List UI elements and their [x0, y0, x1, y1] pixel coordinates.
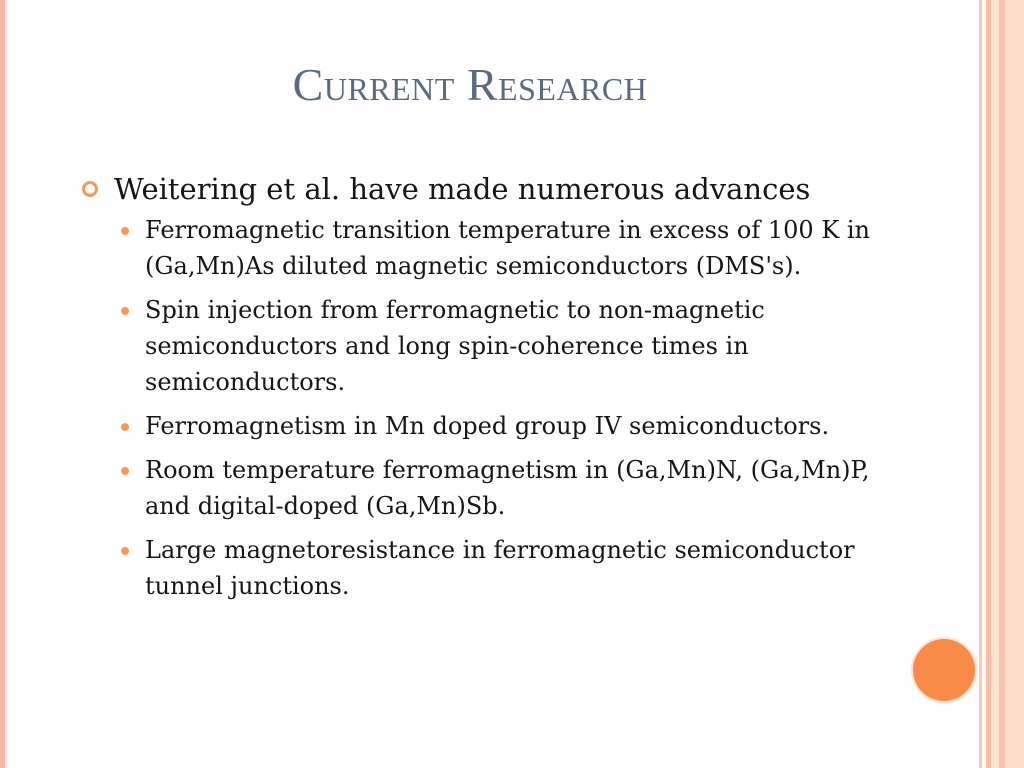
dot-bullet-icon	[121, 307, 129, 315]
sub-bullet-text: Ferromagnetic transition temperature in excess of 100 K in (Ga,Mn)As diluted magnetic semiconductors (DMS's).	[145, 216, 871, 280]
dot-bullet-icon	[121, 467, 129, 475]
main-bullet-text: Weitering et al. have made numerous advances	[114, 172, 811, 206]
dot-bullet-icon	[121, 227, 129, 235]
sub-bullet	[118, 532, 910, 604]
sub-bullet-text: Ferromagnetism in Mn doped group IV semiconductors.	[145, 412, 830, 440]
dot-bullet-icon	[121, 423, 129, 431]
right-stripe-decoration	[991, 0, 999, 768]
sub-bullet	[118, 408, 910, 444]
sub-bullet-text: Large magnetoresistance in ferromagnetic semiconductor tunnel junctions.	[145, 536, 855, 600]
decorative-circle	[913, 639, 975, 701]
slide-title: Current Research	[292, 59, 648, 110]
dot-bullet-icon	[121, 547, 129, 555]
sub-bullet-text: Spin injection from ferromagnetic to non-magnetic semiconductors and long spin-coherence times in semiconductors.	[145, 296, 765, 396]
slide-body	[80, 168, 910, 612]
sub-bullet-text: Room temperature ferromagnetism in (Ga,Mn)N, (Ga,Mn)P, and digital-doped (Ga,Mn)Sb.	[145, 456, 870, 520]
sub-bullet-list	[118, 212, 910, 604]
ring-bullet-icon	[82, 181, 98, 197]
main-bullet	[80, 168, 910, 210]
sub-bullet	[118, 292, 910, 400]
sub-bullet	[118, 212, 910, 284]
right-stripe-decoration	[1005, 0, 1024, 768]
left-border-inner-decoration	[5, 0, 7, 768]
sub-bullet	[118, 452, 910, 524]
